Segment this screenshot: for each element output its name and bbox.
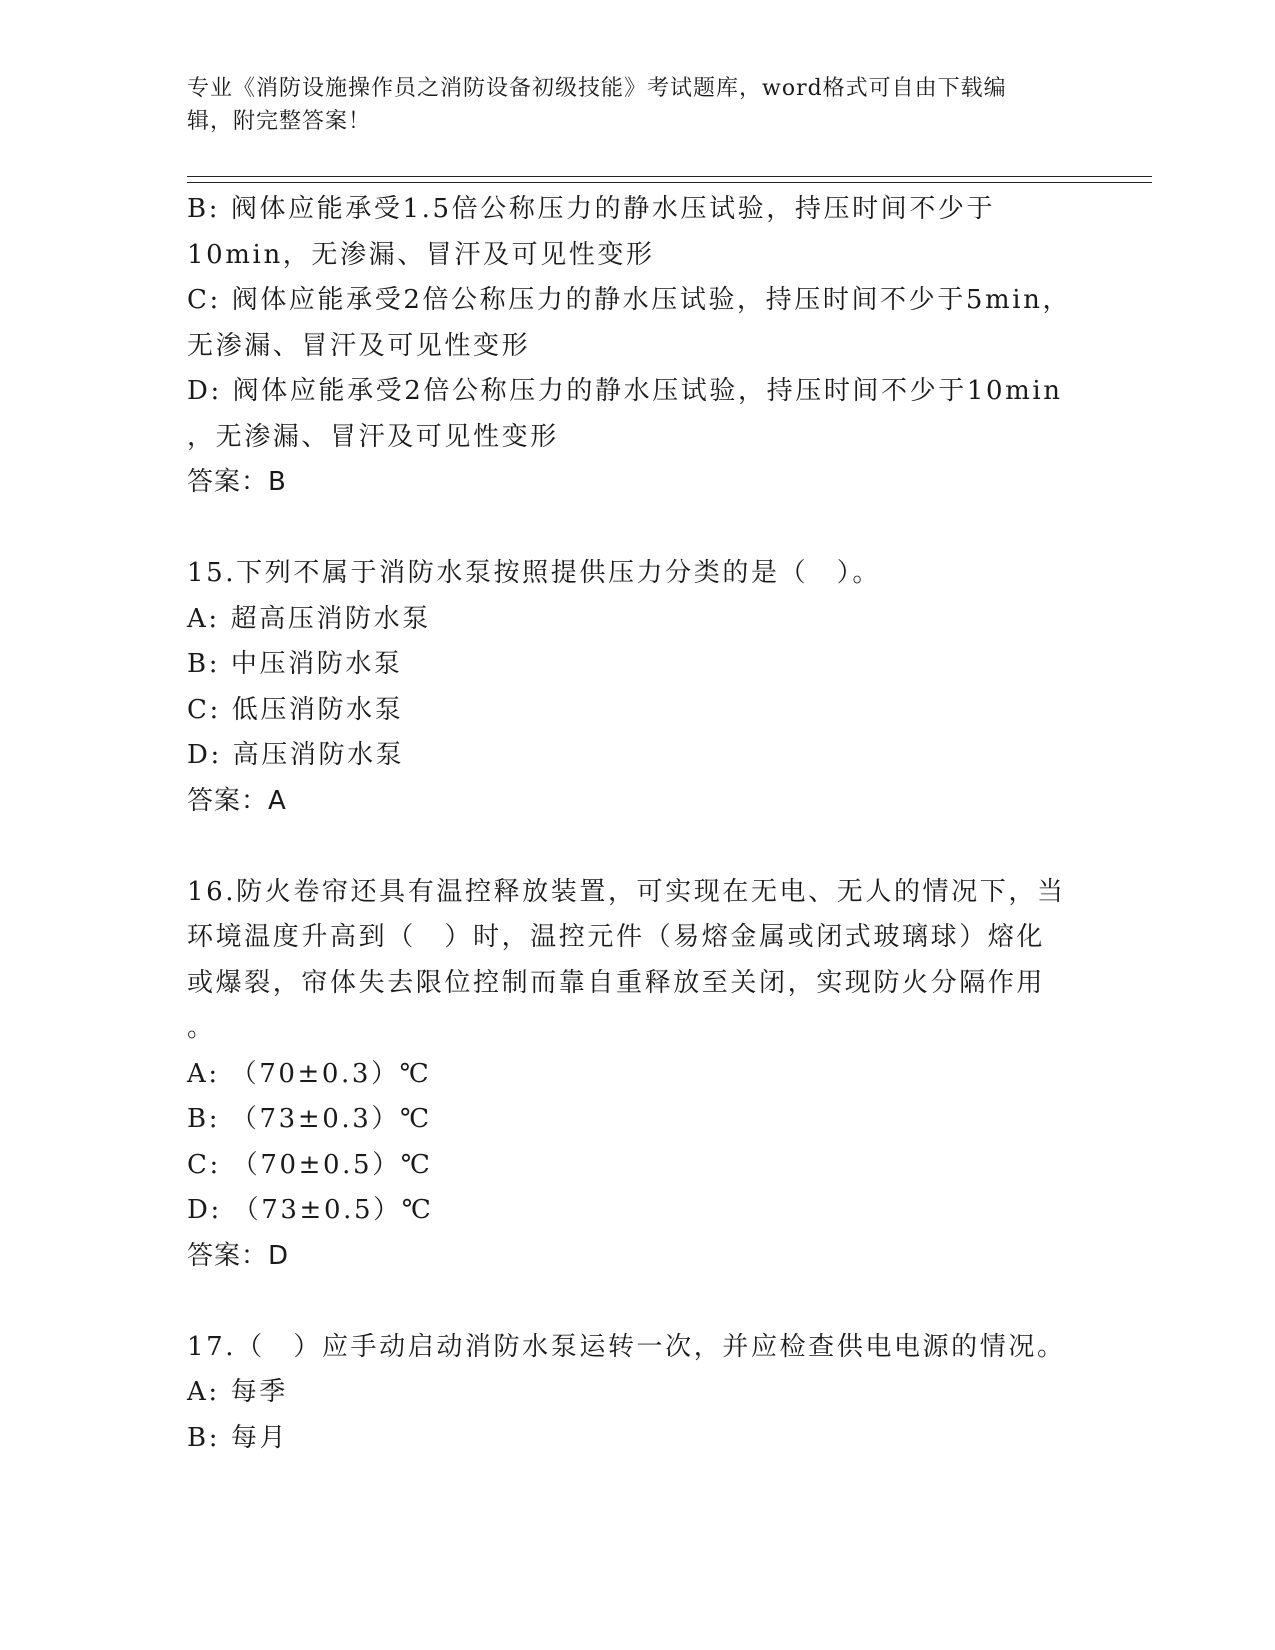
header-line-2: 辑，附完整答案！ (187, 109, 372, 134)
option-d: D: （73±0.5）℃ (187, 1195, 434, 1225)
answer-15: 答案：A (187, 785, 287, 816)
option-a: A: （70±0.3）℃ (187, 1058, 432, 1089)
answer-16: 答案：D (187, 1240, 290, 1271)
option-a: A: 每季 (187, 1377, 288, 1407)
option-a: A: 超高压消防水泵 (187, 603, 431, 634)
header-rule-top (187, 176, 1152, 177)
header-rule-bottom (187, 182, 1152, 183)
spacer (187, 506, 1087, 552)
option-d-line-1: D: 阀体应能承受2倍公称压力的静水压试验，持压时间不少于10min (187, 376, 1063, 406)
question-16-text-line-4: 。 (187, 1013, 216, 1043)
question-15 (187, 551, 1087, 824)
option-c: C: （70±0.5）℃ (187, 1149, 433, 1180)
option-b: B: 中压消防水泵 (187, 649, 403, 679)
document-header (187, 72, 1067, 138)
question-14-continued (187, 187, 1087, 506)
option-c-line-2: 无渗漏、冒汗及可见性变形 (187, 330, 531, 361)
question-16-text-line-1: 16.防火卷帘还具有温控释放装置，可实现在无电、无人的情况下，当 (187, 876, 1066, 907)
option-b-line-1: B: 阀体应能承受1.5倍公称压力的静水压试验，持压时间不少于 (187, 194, 996, 224)
option-d: D: 高压消防水泵 (187, 740, 405, 770)
question-16-text-line-3: 或爆裂，帘体失去限位控制而靠自重释放至关闭，实现防火分隔作用 (187, 967, 1046, 998)
spacer (187, 1279, 1087, 1325)
question-15-text: 15.下列不属于消防水泵按照提供压力分类的是（ ）。 (187, 558, 881, 588)
spacer (187, 824, 1087, 870)
option-b: B: 每月 (187, 1422, 289, 1453)
option-d-line-2: ，无渗漏、冒汗及可见性变形 (187, 421, 559, 452)
option-b: B: （73±0.3）℃ (187, 1104, 432, 1134)
answer-14: 答案：B (187, 467, 287, 497)
header-line-1: 专业《消防设施操作员之消防设备初级技能》考试题库，word格式可自由下载编 (187, 76, 1007, 101)
question-17 (187, 1325, 1087, 1462)
option-c-line-1: C: 阀体应能承受2倍公称压力的静水压试验，持压时间不少于5min， (187, 285, 1072, 315)
question-17-text: 17.（ ）应手动启动消防水泵运转一次，并应检查供电电源的情况。 (187, 1331, 1066, 1362)
question-16 (187, 870, 1087, 1280)
question-content (187, 187, 1087, 1461)
option-b-line-2: 10min，无渗漏、冒汗及可见性变形 (187, 239, 655, 270)
question-16-text-line-2: 环境温度升高到（ ）时，温控元件（易熔金属或闭式玻璃球）熔化 (187, 922, 1046, 952)
option-c: C: 低压消防水泵 (187, 694, 404, 725)
